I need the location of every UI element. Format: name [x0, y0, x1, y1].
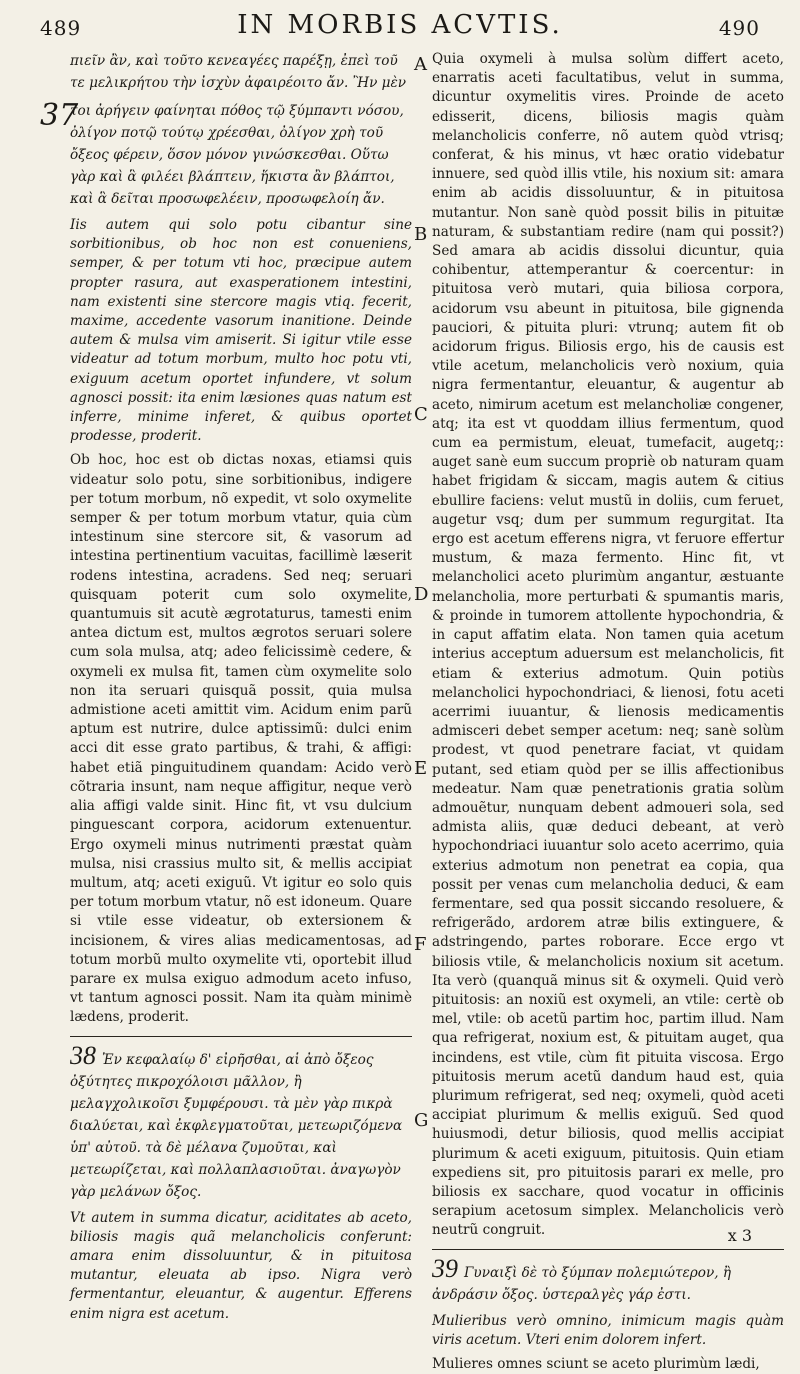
catchword: x 3 — [727, 1226, 752, 1245]
page-header — [40, 10, 760, 44]
latin-translation-1: Iis autem qui solo potu cibantur sine sorbitionibus, ob hoc non est conueniens, semper, & per totum vti hoc, præcipue autem propter rasura, aut exasperationem intestini, nam existenti sine stercore magis vtiq. fecerit, maxime, accedente vasorum inanitione. Deinde autem & mulsa vim amiserit. Si igitur vtile esse videatur ad totum morbum, multo hoc potu vti, exiguum acetum oportet infundere, vt solum agnosci possit: ita enim læsiones quas natum est inferre, minime inferet, & quibus oportet prodesse, proderit. — [70, 217, 412, 445]
commentary-3: Mulieres omnes sciunt se aceto plurimùm lædi, — [432, 1356, 760, 1372]
commentary-2: Quia oxymeli à mulsa solùm differt aceto, enarratis aceti facultatibus, velut in summa, dicuntur oxymelitis vires. Proinde de aceto edisserit, dicens, biliosis magis quàm melancholicis conferre, nõ autem quòd vtrisq; conferat, & his minus, vt hæc oratio videbatur innuere, sed quòd illis vtile, his noxium sit: amara enim ab acidis dissoluuntur, & in pituitosa mutantur. Non sanè quòd possit bilis in pituitæ naturam, & substantiam redire (nam qui possit?) Sed amara ab acidis dissolui dicuntur, quia cohibentur, attemperantur & coercentur: in pituitosa verò mutari, quia biliosa corpora, acidorum vsu abeunt in pituitosa, bile gignenda pauciori, & pituita pluri: vtrunq; autem fit ob acidorum frigus. Biliosis ergo, his de causis est vtile acetum, melancholicis verò noxium, quia nigra fermentantur, eleuantur, & augentur ab aceto, nimirum acetum est melancholiæ congener, atq; ita est vt quoddam illius fermentum, quod cum ea permistum, eleuat, tumefacit, augetq;: auget sanè eum succum propriè ob naturam quam habet frigidam & siccam, magis autem & citius ebullire faciens: velut mustũ in doliis, cum feruet, augetur vsq; dum per summum regurgitat. Ita ergo est acetum efferens nigra, vt feruore effertur mustum, & maza fermento. Hinc fit, vt melancholici aceto plurimùm angantur, æstuante melancholia, more perturbati & spumantis maris, & proinde in tumorem attollente hypochondria, & in caput affatim elata. Non tamen quia acetum interius acceptum aduersum est melancholicis, fit etiam & exterius admotum. Quin potiùs melancholici hypochondriaci, & lienosi, fotu aceti acerrimi iuuantur, & lienosis medicamentis admisceri debet semper acetum: neq; sanè solùm prodest, vt quod penetrare faciat, vt quidam putant, sed etiam quòd per se illis affectionibus medeatur. Nam quæ penetrationis gratia solùm admouẽtur, nunquam debent admoueri sola, sed admista aliis, quæ deduci debeant, at verò hypochondriaci iuuantur solo aceto acerrimo, quia exterius admotum non penetrat ea copia, qua possit per venas cum melancholia deduci, & eam fermentare, sed qua possit siccando resoluere, & refrigerãdo, ardorem atræ bilis extinguere, & adstringendo, partes roborare. Ecce ergo vt biliosis vtile, & melancholicis noxium sit acetum. Ita verò (quanquã minus sit & oxymeli. Quid verò pituitosis: an noxiũ est oxymeli, an vtile: certè ob mel, vtile: ob acetũ partim hoc, partim illud. Nam qua refrigerat, noxium est, & pituitam auget, qua incindens, est vtile, cùm fit pituita viscosa. Ergo pituitosis merum acetũ dandum haud est, quia plurimum refrigerat, sed neq; oxymeli, quòd aceti accipiat plurimum & mellis exiguũ. Sed quod huiusmodi, detur biliosis, quod mellis accipiat plurimum & aceti exiguum, pituitosis. Quin etiam expediens sit, pro pituitosis parari ex melle, pro biliosis ex sacchare, quod vocatur in officinis serapium acetosum simplex. Melancholicis verò neutrũ congruit. — [432, 51, 784, 1239]
margin-number-37: 37 — [40, 98, 79, 133]
latin-translation-3: Mulieribus verò omnino, inimicum magis quàm viris acetum. Vteri enim dolorem infert. — [432, 1312, 784, 1348]
folio-right: 490 — [718, 16, 760, 40]
margin-letter-e: E — [414, 758, 428, 779]
section-rule — [70, 1036, 412, 1037]
folio-left: 489 — [40, 16, 82, 40]
left-column — [70, 50, 412, 1322]
greek-text-1: πιεῖν ἂν, καὶ τοῦτο κενεαγέες παρέξῃ, ἐπεὶ τοῦ τε μελικρήτου τὴν ἰσχὺν ἀφαιρέοιτο ἄν. Ἢν μὲν — [70, 53, 407, 91]
margin-letter-b: B — [414, 224, 428, 245]
margin-letter-g: G — [414, 1110, 429, 1131]
margin-letter-f: F — [414, 934, 427, 955]
greek-text-4 — [432, 1253, 784, 1306]
greek-text-3 — [70, 1040, 412, 1203]
margin-number-39: 39 — [432, 1253, 458, 1283]
margin-letter-c: C — [414, 404, 428, 425]
running-head: IN MORBIS ACVTIS. — [237, 10, 563, 40]
greek-text-2: τοι ἀρήγειν φαίνηται πόθος τῷ ξύμπαντι νόσου, ὀλίγον ποτῷ τούτῳ χρέεσθαι, ὀλίγον χρὴ τοῦ ὄξεος φέρειν, ὅσον μόνον γινώσκεσθαι. Οὕτω γὰρ καὶ ἃ φιλέει βλάπτειν, ἥκιστα ἂν βλάπτοι, καὶ ἃ δεῖται προσωφελέειν, προσωφελοίη ἄν. — [70, 103, 404, 207]
section-rule-right — [432, 1249, 784, 1250]
margin-letter-d: D — [414, 584, 429, 605]
margin-number-38: 38 — [70, 1040, 96, 1070]
greek-text-3-body: Ἐν κεφαλαίῳ δ' εἰρῆσθαι, αἱ ἀπὸ ὄξεος ὀξύτητες πικροχόλοισι μᾶλλον, ἢ μελαγχολικοῖσι ξυμφέρουσι. τὰ μὲν γὰρ πικρὰ διαλύεται, καὶ ἐκφλεγματοῦται, μετεωριζόμενα ὑπ' αὐτοῦ. τὰ δὲ μέλανα ζυμοῦται, καὶ μετεωρίζεται, καὶ πολλαπλασιοῦται. ἀναγωγὸν γὰρ μελάνων ὄξος. — [70, 1051, 403, 1200]
latin-translation-2: Vt autem in summa dicatur, aciditates ab aceto, biliosis magis quã melancholicis conferunt: amara enim dissoluuntur, & in pituitosa mutantur, eleuata ab ipso. Nigra verò fermentantur, eleuantur, & augentur. Efferens enim nigra est acetum. — [70, 1209, 412, 1322]
commentary-1: Ob hoc, hoc est ob dictas noxas, etiamsi quis videatur solo potu, sine sorbitionibus, indigere per totum morbum, nõ expedit, vt solo oxymelite semper & per totum morbum vtatur, quia cùm intestinum sine stercore sit, & vasorum ad intestina pertinentium vacuitas, facillimè læserit rodens intestina, acradens. Sed neq; seruari quisquam poterit cum solo oxymelite, quantumuis sit acutè ægrotaturus, tamesti enim antea dictum est, multos ægrotos seruari solere cum sola mulsa, atq; adeo felicissimè cedere, & oxymeli ex mulsa fit, tamen cùm oxymelite solo non ita seruari quisquã possit, quia mulsa admistione aceti amittit vim. Acidum enim parũ aptum est nutrire, dulce aptissimũ: dulci enim acci dit esse grato partibus, & trahi, & affigi: habet etiã pinguitudinem quandam: Acido verò cõtraria insunt, nam neque affigitur, neque verò alia affigi valde sinit. Hinc fit, vt vsu dulcium pinguescant corpora, acidorum extenuentur. Ergo oxymeli minus nutrimenti præstat quàm mulsa, nisi crassius multo sit, & mellis accipiat multum, atq; aceti exiguũ. Vt igitur eo solo quis per totum morbum vtatur, nõ est idoneum. Quare si vtile esse videatur, ob extersionem & incisionem, & vires alias medicamentosas, ad totum morbũ multo oxymelite vti, oportebit illud parare ex mulsa exiguo admodum aceto infuso, vt tantum agnosci possit. Nam ita quàm minimè lædens, proderit. — [70, 452, 412, 1026]
greek-text-4-body: Γυναιξὶ δὲ τὸ ξύμπαν πολεμιώτερον, ἢ ἀνδράσιν ὄξος. ὑστεραλγὲς γάρ ἐστι. — [432, 1264, 732, 1303]
margin-letter-a: A — [414, 54, 427, 75]
